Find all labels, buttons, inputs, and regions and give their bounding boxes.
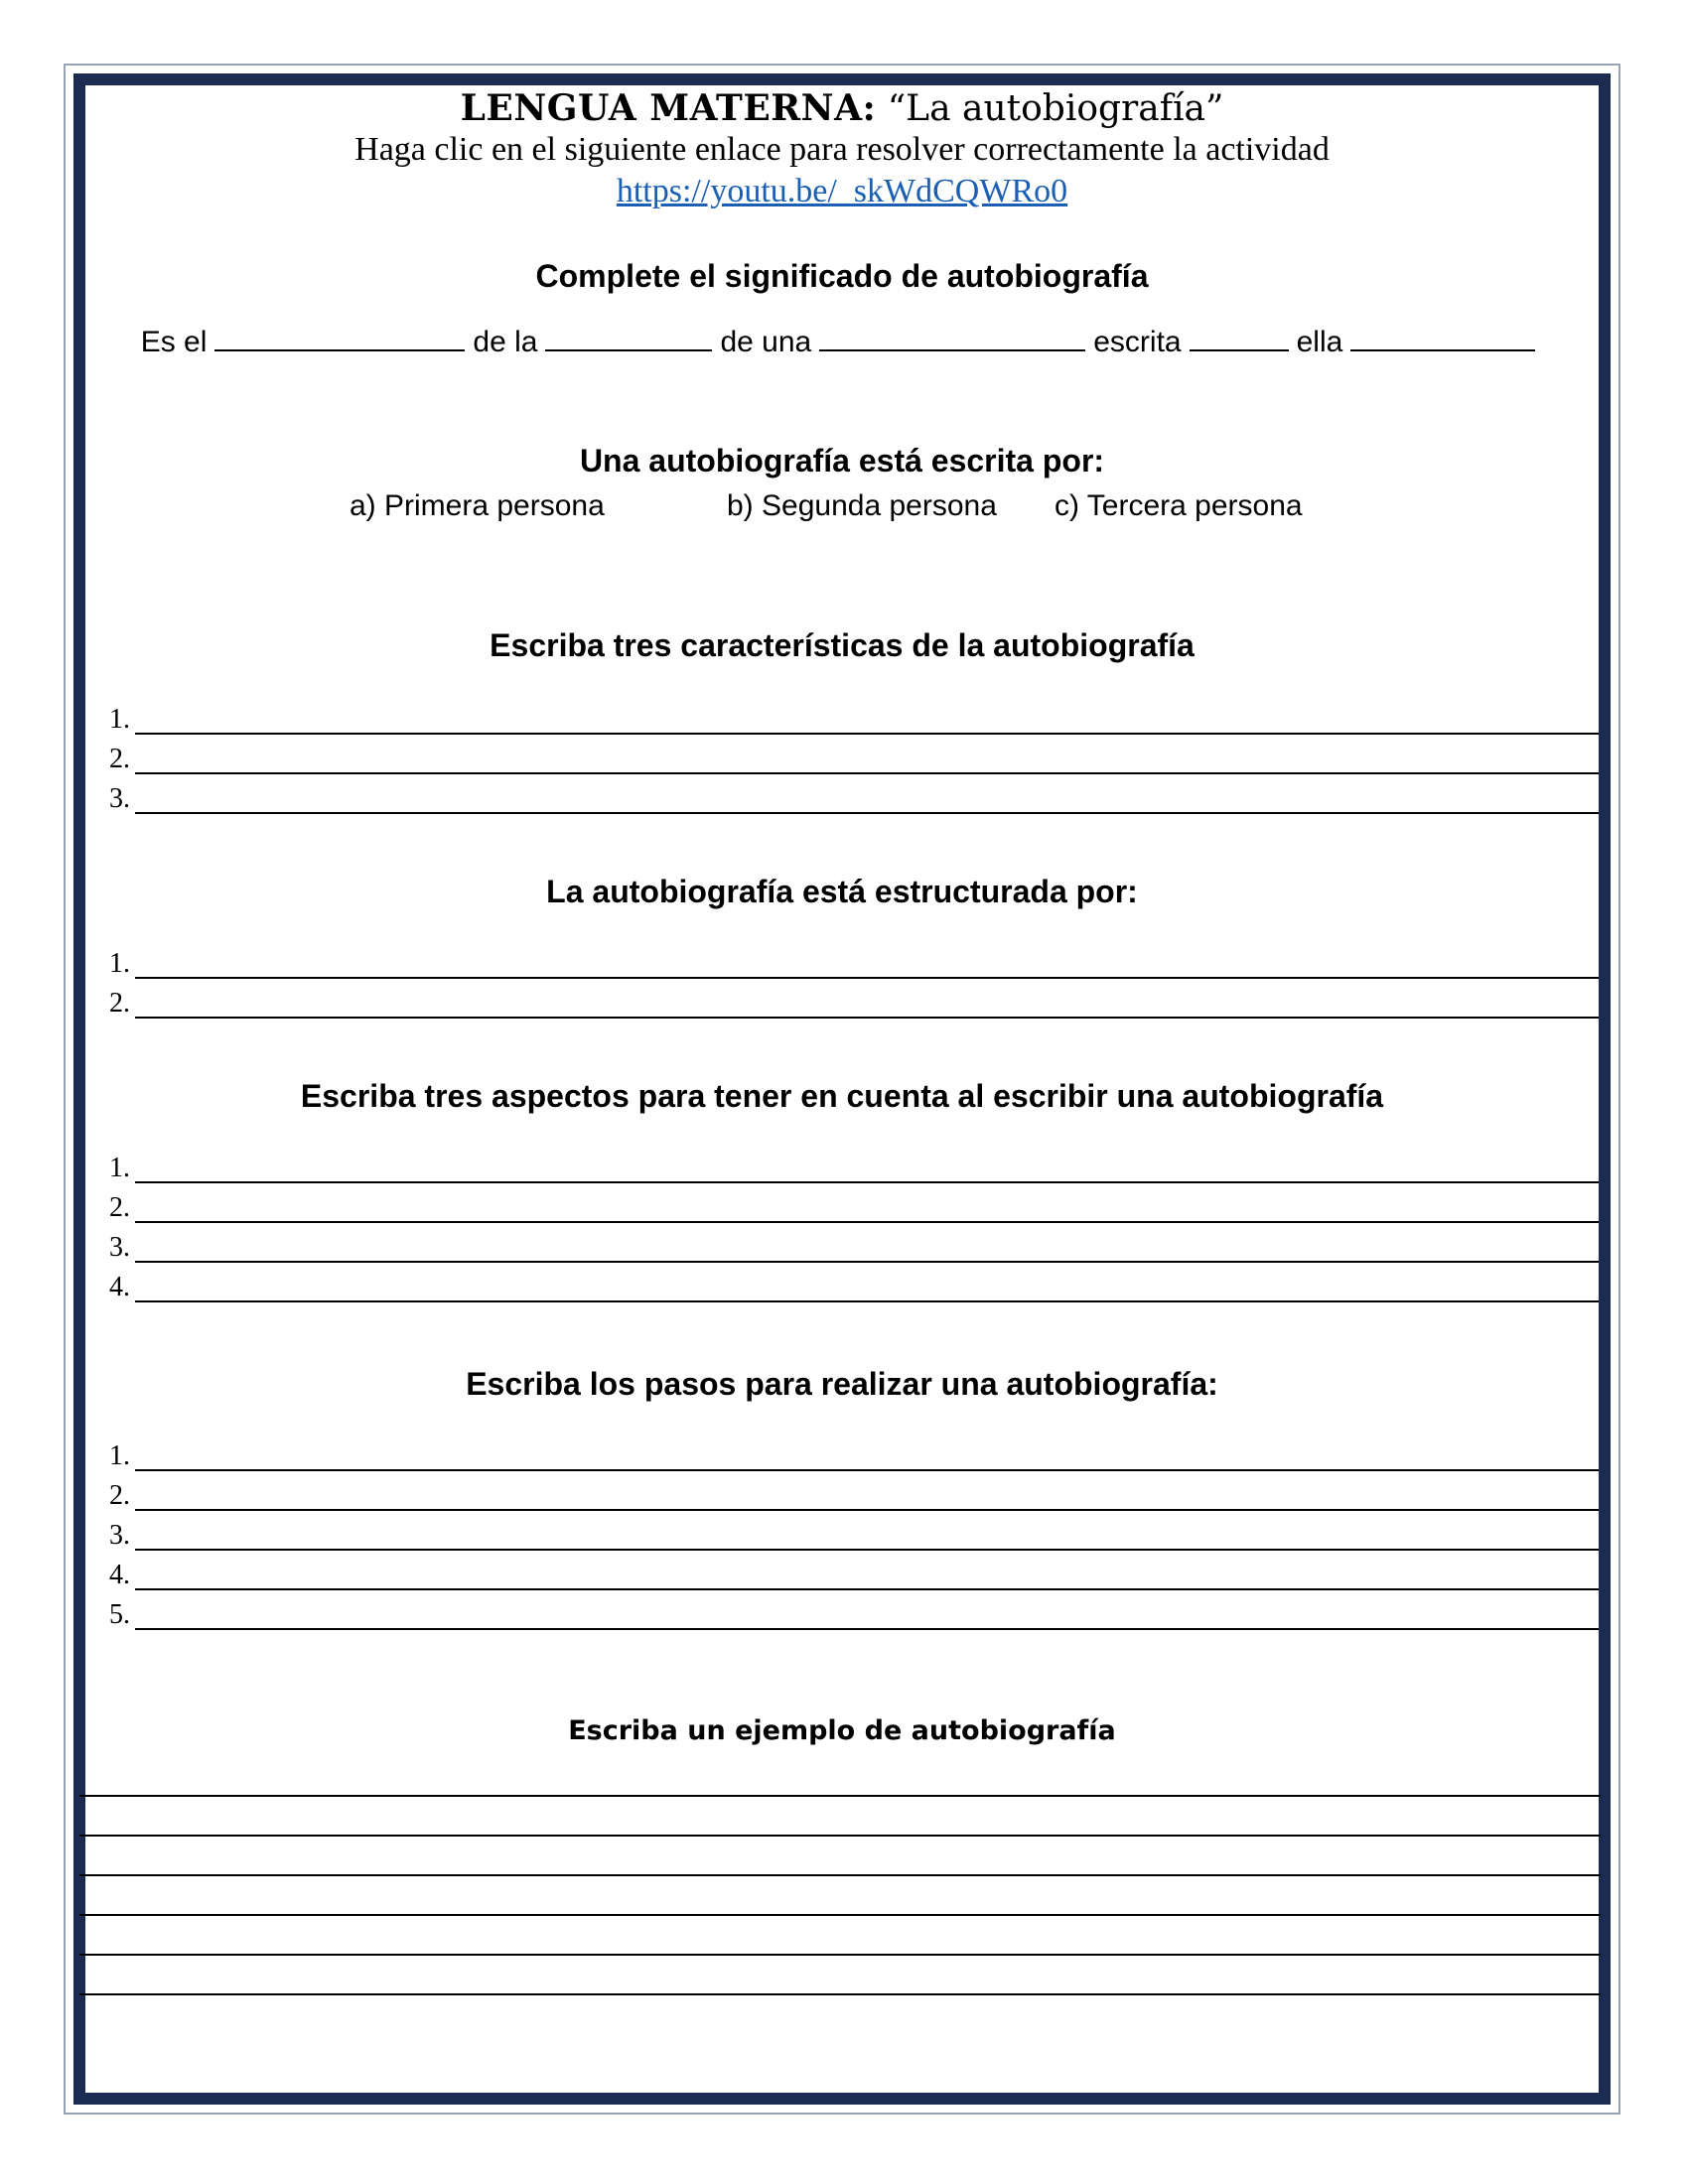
line-number: 2. [109,1192,130,1223]
answer-rule [135,745,1599,774]
section-heading-steps: Escriba los pasos para realizar una autobiografía: [466,1366,1218,1402]
answer-rule [135,1441,1599,1471]
title-label: LENGUA MATERNA: [460,87,877,129]
answer-rule [135,1154,1599,1183]
section-heading-characteristics: Escriba tres características de la autobiografía [490,627,1195,663]
worksheet [85,85,1599,2093]
answer-rule [135,784,1599,814]
line-number: 1. [109,704,130,735]
answer-rule [135,1481,1599,1511]
answer-rule [135,1561,1599,1590]
line-number: 3. [109,1232,130,1263]
fill-part-1: Es el [140,326,208,358]
written-by-options [85,486,1599,526]
video-link[interactable]: https://youtu.be/_skWdCQWRo0 [616,173,1068,209]
fill-part-2: de la [473,326,538,358]
answer-line[interactable] [109,695,1599,735]
line-number: 1. [109,1440,130,1471]
option-first-person[interactable]: a) Primera persona [350,489,605,522]
line-number: 1. [109,948,130,979]
line-number: 2. [109,1480,130,1511]
answer-line[interactable] [109,1511,1599,1551]
writing-line[interactable] [79,1954,1601,1956]
answer-rule [135,949,1599,979]
line-number: 5. [109,1599,130,1630]
blank-2[interactable] [545,320,712,351]
meaning-fill-in-line [85,320,1599,362]
blank-3[interactable] [819,320,1085,351]
section-heading-example: Escriba un ejemplo de autobiografía [568,1715,1116,1746]
answer-line[interactable] [109,979,1599,1019]
fill-part-4: escrita [1093,326,1182,358]
answer-rule [135,1273,1599,1302]
writing-line[interactable] [79,1795,1601,1797]
line-number: 2. [109,988,130,1019]
answer-line[interactable] [109,774,1599,814]
answer-rule [135,1600,1599,1630]
fill-part-3: de una [720,326,812,358]
video-link-container [85,171,1599,212]
option-second-person[interactable]: b) Segunda persona [727,489,997,522]
section-heading-structure: La autobiografía está estructurada por: [546,874,1138,909]
answer-rule [135,1521,1599,1551]
answer-line[interactable] [109,1223,1599,1263]
title-text: “La autobiografía” [887,88,1224,129]
line-number: 3. [109,783,130,814]
answer-rule [135,1193,1599,1223]
answer-line[interactable] [109,1590,1599,1630]
blank-5[interactable] [1350,320,1535,351]
writing-line[interactable] [79,1835,1601,1837]
answer-line[interactable] [109,1551,1599,1590]
answer-rule [135,1233,1599,1263]
line-number: 4. [109,1560,130,1590]
writing-line[interactable] [79,1993,1601,1995]
line-number: 1. [109,1153,130,1183]
answer-line[interactable] [109,1471,1599,1511]
worksheet-title [85,85,1599,132]
answer-line[interactable] [109,1263,1599,1302]
answer-rule [135,705,1599,735]
answer-line[interactable] [109,1183,1599,1223]
blank-1[interactable] [214,320,465,351]
answer-line[interactable] [109,1144,1599,1183]
section-heading-written-by: Una autobiografía está escrita por: [579,443,1105,478]
writing-line[interactable] [79,1874,1601,1876]
option-third-person[interactable]: c) Tercera persona [1055,489,1303,522]
section-heading-aspects: Escriba tres aspectos para tener en cuenta al escribir una autobiografía [300,1078,1384,1114]
instruction-text: Haga clic en el siguiente enlace para resolver correctamente la actividad [354,131,1330,168]
section-heading-meaning: Complete el significado de autobiografía [535,258,1149,294]
answer-line[interactable] [109,735,1599,774]
fill-part-5: ella [1296,326,1343,358]
line-number: 2. [109,744,130,774]
answer-line[interactable] [109,1432,1599,1471]
blank-4[interactable] [1190,320,1289,351]
answer-rule [135,989,1599,1019]
line-number: 3. [109,1520,130,1551]
answer-line[interactable] [109,939,1599,979]
writing-line[interactable] [79,1914,1601,1916]
line-number: 4. [109,1272,130,1302]
